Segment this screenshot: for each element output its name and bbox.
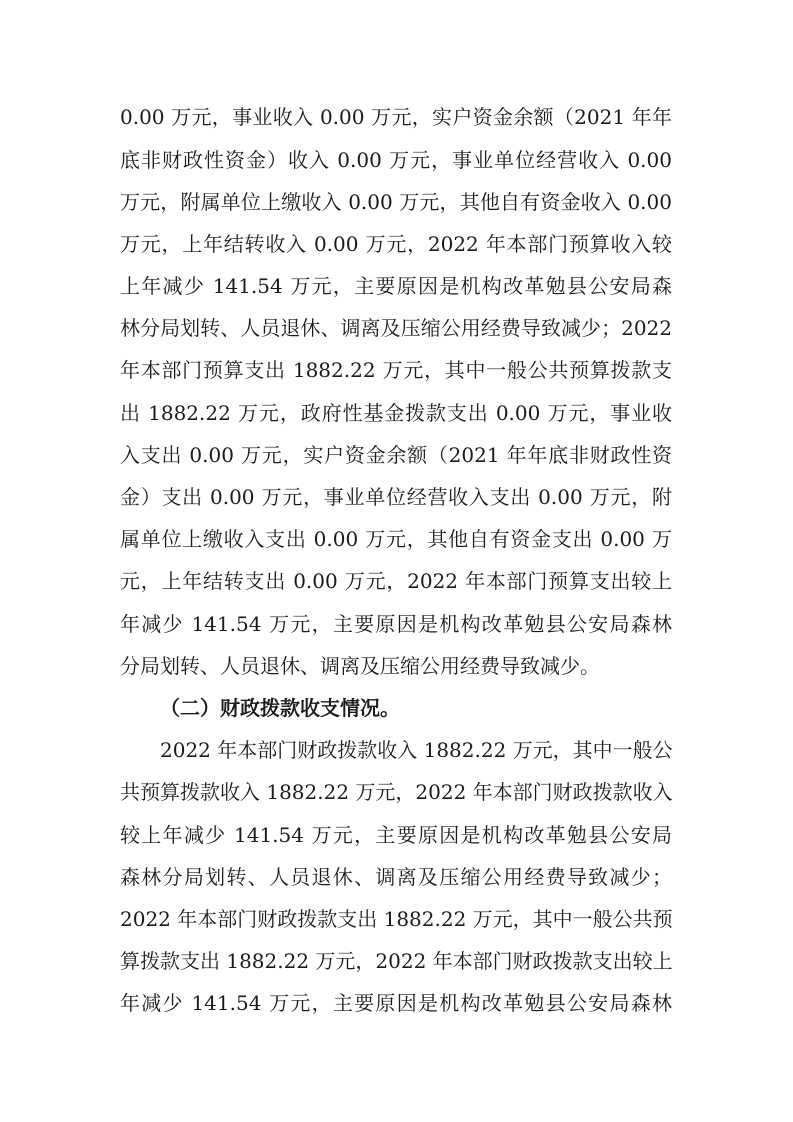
text-line: 2022 年本部门财政拨款支出 1882.22 万元，其中一般公共预 <box>120 907 673 931</box>
text-line: 出 1882.22 万元，政府性基金拨款支出 0.00 万元，事业收 <box>120 401 672 425</box>
text-line: 年减少 141.54 万元，主要原因是机构改革勉县公安局森林 <box>120 612 672 636</box>
text-line: 算拨款支出 1882.22 万元，2022 年本部门财政拨款支出较上 <box>120 949 673 973</box>
text-line: 万元，附属单位上缴收入 0.00 万元，其他自有资金收入 0.00 <box>120 190 672 214</box>
text-line: 属单位上缴收入支出 0.00 万元，其他自有资金支出 0.00 万 <box>120 527 672 551</box>
text-line-last: 分局划转、人员退休、调离及压缩公用经费导致减少。 <box>120 654 600 678</box>
text-line: 上年减少 141.54 万元，主要原因是机构改革勉县公安局森 <box>120 274 672 298</box>
section-heading: （二）财政拨款收支情况。 <box>160 696 400 720</box>
text-line: 底非财政性资金）收入 0.00 万元，事业单位经营收入 0.00 <box>120 148 672 172</box>
text-line: 万元，上年结转收入 0.00 万元，2022 年本部门预算收入较 <box>120 232 672 256</box>
text-line: 元，上年结转支出 0.00 万元，2022 年本部门预算支出较上 <box>120 569 672 593</box>
text-line: 年减少 141.54 万元，主要原因是机构改革勉县公安局森林 <box>120 991 672 1015</box>
text-line: 较上年减少 141.54 万元，主要原因是机构改革勉县公安局 <box>120 823 672 847</box>
text-line: 年本部门预算支出 1882.22 万元，其中一般公共预算拨款支 <box>120 358 672 382</box>
text-line: 金）支出 0.00 万元，事业单位经营收入支出 0.00 万元，附 <box>120 485 672 509</box>
text-line: 共预算拨款收入 1882.22 万元，2022 年本部门财政拨款收入 <box>120 780 673 804</box>
text-line: 森林分局划转、人员退休、调离及压缩公用经费导致减少； <box>120 865 672 889</box>
text-line: 0.00 万元，事业收入 0.00 万元，实户资金余额（2021 年年 <box>120 105 672 129</box>
text-line-indented: 2022 年本部门财政拨款收入 1882.22 万元，其中一般公 <box>160 738 673 762</box>
text-line: 入支出 0.00 万元，实户资金余额（2021 年年底非财政性资 <box>120 443 672 467</box>
text-line: 林分局划转、人员退休、调离及压缩公用经费导致减少；2022 <box>120 316 672 340</box>
